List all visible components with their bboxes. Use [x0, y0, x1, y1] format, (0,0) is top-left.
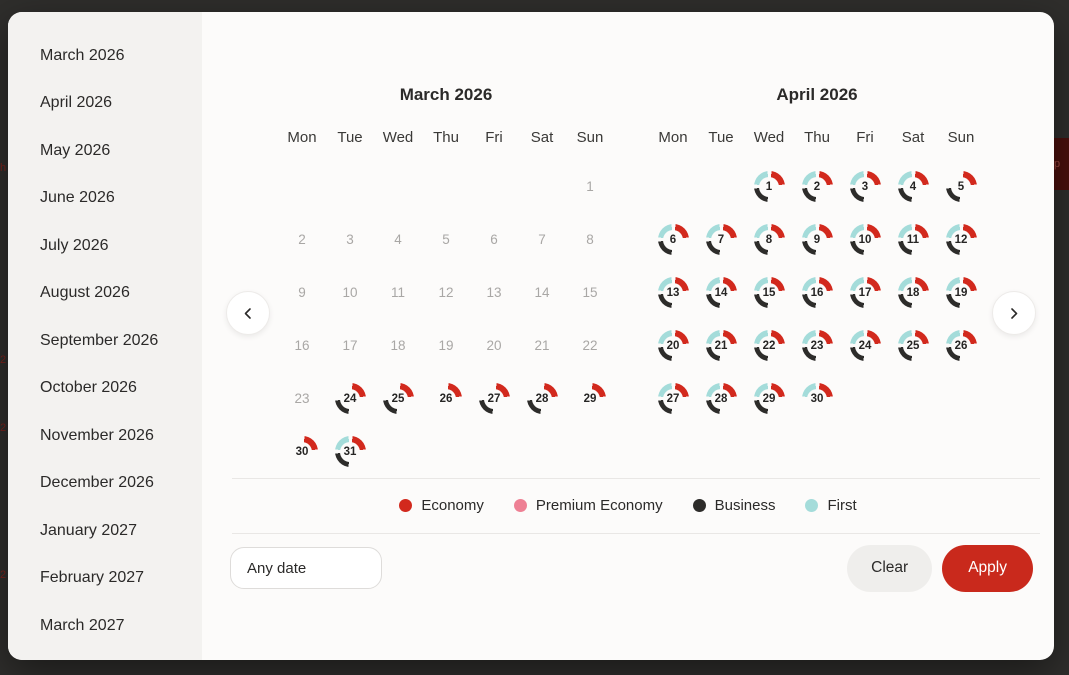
day-number: 25 — [391, 392, 405, 405]
weekday-header — [649, 126, 985, 150]
day-number: 22 — [582, 338, 598, 353]
calendar-day — [470, 266, 518, 319]
availability-ring — [479, 383, 510, 414]
sidebar-item-month[interactable]: January 2027 — [40, 521, 137, 539]
day-number: 16 — [810, 286, 824, 299]
day-number: 2 — [813, 180, 821, 193]
weekday-label: Fri — [485, 129, 503, 146]
day-number: 6 — [490, 232, 498, 247]
weekday-label: Tue — [708, 129, 734, 146]
first-dot-icon — [805, 499, 818, 512]
calendar-day — [566, 213, 614, 266]
calendar-day — [841, 372, 889, 425]
day-number: 10 — [342, 285, 358, 300]
weekday-header — [278, 126, 614, 150]
day-number: 16 — [294, 338, 310, 353]
day-number: 29 — [583, 392, 597, 405]
availability-ring — [658, 383, 689, 414]
day-number: 5 — [957, 180, 965, 193]
day-number: 24 — [858, 339, 872, 352]
calendar-day[interactable] — [566, 372, 614, 425]
calendar-day[interactable] — [889, 266, 937, 319]
calendar-day[interactable] — [937, 266, 985, 319]
date-picker-modal — [8, 12, 1054, 660]
calendar-day — [649, 160, 697, 213]
divider — [232, 478, 1040, 479]
calendar-day[interactable] — [649, 266, 697, 319]
background-text-fragment: 2 — [0, 570, 7, 581]
calendar-day[interactable] — [745, 319, 793, 372]
day-number: 23 — [810, 339, 824, 352]
calendar-day[interactable] — [697, 372, 745, 425]
calendar-day — [937, 372, 985, 425]
day-number: 11 — [390, 285, 405, 300]
calendar-day[interactable] — [649, 213, 697, 266]
weekday-label: Sun — [947, 129, 975, 146]
calendar-day — [374, 160, 422, 213]
availability-ring — [287, 436, 318, 467]
availability-ring — [754, 330, 785, 361]
calendar-week-row — [278, 160, 614, 213]
business-dot-icon — [693, 499, 706, 512]
calendar-day — [697, 160, 745, 213]
day-number: 29 — [762, 392, 776, 405]
weekday-label: Wed — [382, 129, 414, 146]
calendar-day — [566, 266, 614, 319]
day-number: 8 — [765, 233, 773, 246]
calendar-day[interactable] — [745, 160, 793, 213]
sidebar-item-month[interactable]: May 2026 — [40, 141, 111, 159]
calendar-day — [374, 266, 422, 319]
day-number: 4 — [909, 180, 917, 193]
availability-ring — [898, 224, 929, 255]
legend-label: Economy — [421, 496, 484, 514]
availability-ring — [706, 330, 737, 361]
legend-item — [693, 497, 776, 514]
calendar-day — [278, 319, 326, 372]
weekday-label: Sat — [901, 129, 925, 146]
footer-actions — [847, 545, 1033, 592]
availability-ring — [802, 224, 833, 255]
day-number: 20 — [486, 338, 502, 353]
calendar-day[interactable] — [278, 425, 326, 478]
day-number: 1 — [765, 180, 773, 193]
calendar-day[interactable] — [518, 372, 566, 425]
day-number: 13 — [486, 285, 502, 300]
weekday-label: Thu — [433, 129, 459, 146]
cabin-legend — [202, 492, 1054, 518]
calendar-day — [518, 266, 566, 319]
availability-ring — [527, 383, 558, 414]
calendar-day — [278, 372, 326, 425]
day-number: 14 — [714, 286, 728, 299]
availability-ring — [850, 277, 881, 308]
availability-ring — [898, 330, 929, 361]
weekday-label: Sat — [530, 129, 554, 146]
availability-ring — [706, 277, 737, 308]
availability-ring — [754, 171, 785, 202]
calendar-day — [326, 160, 374, 213]
calendar-day — [422, 160, 470, 213]
calendar-day — [422, 213, 470, 266]
calendar-week-row — [649, 266, 985, 319]
sidebar-item-month[interactable]: July 2026 — [40, 236, 109, 254]
prev-month-button[interactable] — [226, 291, 270, 335]
day-number: 9 — [813, 233, 821, 246]
sidebar-item-month[interactable]: April 2026 — [40, 94, 113, 112]
calendar-day — [518, 160, 566, 213]
availability-ring — [335, 383, 366, 414]
day-number: 17 — [858, 286, 872, 299]
calendar-week-row — [649, 160, 985, 213]
calendar-week-row — [649, 319, 985, 372]
weekday-label: Wed — [753, 129, 785, 146]
day-number: 17 — [342, 338, 358, 353]
availability-ring — [946, 171, 977, 202]
calendar-day — [278, 160, 326, 213]
legend-item — [805, 497, 856, 514]
day-number: 4 — [394, 232, 402, 247]
calendar-week-row — [649, 372, 985, 425]
calendar-day — [566, 319, 614, 372]
day-number: 13 — [666, 286, 680, 299]
day-number: 19 — [438, 338, 454, 353]
day-number: 2 — [298, 232, 306, 247]
calendar-day[interactable] — [793, 160, 841, 213]
calendar-title: March 2026 — [399, 85, 493, 104]
calendar-day — [326, 213, 374, 266]
availability-ring — [946, 330, 977, 361]
availability-ring — [946, 224, 977, 255]
calendar-day — [470, 319, 518, 372]
calendar-day — [518, 425, 566, 478]
divider — [232, 533, 1040, 534]
availability-ring — [802, 277, 833, 308]
day-number: 25 — [906, 339, 920, 352]
day-number: 23 — [294, 391, 310, 406]
calendar-day — [518, 319, 566, 372]
legend-item — [399, 497, 484, 514]
calendar-day[interactable] — [793, 213, 841, 266]
background-text-fragment: 2 — [0, 355, 7, 366]
availability-ring — [335, 436, 366, 467]
day-number: 18 — [906, 286, 920, 299]
day-number: 5 — [442, 232, 450, 247]
calendar-day — [278, 266, 326, 319]
availability-ring — [850, 330, 881, 361]
calendar-day[interactable] — [793, 266, 841, 319]
day-number: 21 — [534, 338, 550, 353]
background-red-fragment: p — [1054, 138, 1069, 190]
calendar-day — [889, 372, 937, 425]
calendar-day[interactable] — [697, 213, 745, 266]
day-number: 1 — [586, 179, 594, 194]
calendar-week-row — [278, 425, 614, 478]
sidebar-item-month[interactable]: February 2027 — [40, 569, 145, 587]
calendar-week-row — [278, 319, 614, 372]
economy-dot-icon — [399, 499, 412, 512]
calendar-day[interactable] — [745, 213, 793, 266]
calendar-week-row — [278, 213, 614, 266]
day-number: 18 — [390, 338, 406, 353]
premium-dot-icon — [514, 499, 527, 512]
day-number: 24 — [343, 392, 357, 405]
calendar-day — [374, 213, 422, 266]
day-number: 31 — [343, 445, 357, 458]
calendar-day[interactable] — [745, 372, 793, 425]
day-number: 7 — [538, 232, 546, 247]
calendar-day[interactable] — [841, 213, 889, 266]
availability-ring — [802, 383, 833, 414]
background-text-fragment: h — [0, 163, 7, 174]
calendar-day[interactable] — [841, 319, 889, 372]
background-text-fragment: 2 — [0, 423, 7, 434]
calendar-day[interactable] — [697, 266, 745, 319]
legend-label: Premium Economy — [535, 496, 663, 514]
weekday-label: Thu — [804, 129, 830, 146]
availability-ring — [850, 224, 881, 255]
calendar-week-row — [649, 213, 985, 266]
availability-ring — [898, 277, 929, 308]
calendar-day[interactable] — [889, 160, 937, 213]
day-number: 27 — [487, 392, 501, 405]
calendar-week-row — [278, 372, 614, 425]
availability-ring — [658, 330, 689, 361]
availability-ring — [898, 171, 929, 202]
availability-ring — [754, 224, 785, 255]
calendar-day[interactable] — [470, 372, 518, 425]
calendar-month — [278, 84, 614, 478]
calendar-day[interactable] — [422, 372, 470, 425]
calendar-week-row — [278, 266, 614, 319]
month-sidebar — [8, 12, 202, 660]
calendar-day[interactable] — [841, 160, 889, 213]
day-number: 7 — [717, 233, 725, 246]
calendar-grid — [649, 160, 985, 425]
sidebar-item-month[interactable]: March 2027 — [40, 616, 125, 634]
calendar-day — [422, 266, 470, 319]
calendar-day — [374, 319, 422, 372]
day-number: 26 — [439, 392, 453, 405]
calendar-day[interactable] — [793, 319, 841, 372]
day-number: 14 — [534, 285, 550, 300]
day-number: 28 — [714, 392, 728, 405]
sidebar-item-month[interactable]: December 2026 — [40, 474, 154, 492]
availability-ring — [431, 383, 462, 414]
day-number: 8 — [586, 232, 594, 247]
apply-button[interactable]: Apply — [942, 545, 1033, 592]
calendar-day[interactable] — [793, 372, 841, 425]
sidebar-item-month[interactable]: September 2026 — [40, 331, 159, 349]
sidebar-item-month[interactable]: June 2026 — [40, 189, 115, 207]
availability-ring — [658, 224, 689, 255]
calendar-day — [422, 319, 470, 372]
day-number: 15 — [762, 286, 776, 299]
day-number: 19 — [954, 286, 968, 299]
day-number: 30 — [295, 445, 309, 458]
chevron-left-icon — [241, 306, 255, 321]
legend-label: First — [827, 496, 857, 514]
day-number: 20 — [666, 339, 680, 352]
calendar-day[interactable] — [374, 372, 422, 425]
calendar-day[interactable] — [745, 266, 793, 319]
availability-ring — [575, 383, 606, 414]
day-number: 15 — [582, 285, 598, 300]
calendar-day — [470, 425, 518, 478]
calendar-day[interactable] — [937, 319, 985, 372]
availability-ring — [706, 383, 737, 414]
sidebar-item-month[interactable]: March 2026 — [40, 46, 125, 64]
calendar-month — [649, 84, 985, 425]
calendar-day[interactable] — [649, 319, 697, 372]
availability-ring — [706, 224, 737, 255]
calendar-day — [422, 425, 470, 478]
availability-ring — [658, 277, 689, 308]
calendar-day — [566, 425, 614, 478]
sidebar-item-month[interactable]: August 2026 — [40, 284, 130, 302]
day-number: 21 — [714, 339, 728, 352]
calendar-day[interactable] — [841, 266, 889, 319]
legend-label: Business — [714, 496, 776, 514]
day-number: 3 — [346, 232, 354, 247]
day-number: 12 — [954, 233, 968, 246]
calendar-day — [470, 160, 518, 213]
calendar-grid — [278, 160, 614, 478]
weekday-label: Sun — [576, 129, 604, 146]
next-month-button[interactable] — [992, 291, 1036, 335]
calendar-day[interactable] — [697, 319, 745, 372]
calendar-day — [278, 213, 326, 266]
day-number: 11 — [906, 233, 920, 246]
calendar-day — [518, 213, 566, 266]
calendar-day — [374, 425, 422, 478]
calendar-day[interactable] — [649, 372, 697, 425]
calendar-day[interactable] — [326, 372, 374, 425]
chevron-right-icon — [1007, 306, 1021, 321]
availability-ring — [754, 383, 785, 414]
any-date-button[interactable]: Any date — [230, 547, 382, 589]
weekday-label: Mon — [287, 129, 317, 146]
availability-ring — [850, 171, 881, 202]
legend-item — [514, 497, 663, 514]
weekday-label: Fri — [856, 129, 874, 146]
day-number: 12 — [438, 285, 454, 300]
weekday-label: Mon — [658, 129, 688, 146]
calendar-day — [326, 266, 374, 319]
calendar-day[interactable] — [889, 319, 937, 372]
availability-ring — [802, 330, 833, 361]
day-number: 28 — [535, 392, 549, 405]
sidebar-item-month[interactable]: October 2026 — [40, 379, 137, 397]
calendar-panel — [202, 12, 1054, 660]
day-number: 9 — [298, 285, 306, 300]
day-number: 6 — [669, 233, 677, 246]
calendar-day[interactable] — [889, 213, 937, 266]
day-number: 10 — [858, 233, 872, 246]
availability-ring — [383, 383, 414, 414]
footer-bar — [230, 543, 1033, 593]
day-number: 26 — [954, 339, 968, 352]
clear-button[interactable]: Clear — [847, 545, 932, 592]
day-number: 30 — [810, 392, 824, 405]
weekday-label: Tue — [337, 129, 363, 146]
calendar-day[interactable] — [937, 160, 985, 213]
calendar-day — [470, 213, 518, 266]
calendar-day — [326, 319, 374, 372]
availability-ring — [946, 277, 977, 308]
day-number: 22 — [762, 339, 776, 352]
calendar-day — [566, 160, 614, 213]
sidebar-item-month[interactable]: November 2026 — [40, 426, 154, 444]
calendar-day[interactable] — [326, 425, 374, 478]
day-number: 3 — [861, 180, 869, 193]
calendar-title: April 2026 — [776, 85, 858, 104]
day-number: 27 — [666, 392, 680, 405]
availability-ring — [754, 277, 785, 308]
availability-ring — [802, 171, 833, 202]
calendar-day[interactable] — [937, 213, 985, 266]
